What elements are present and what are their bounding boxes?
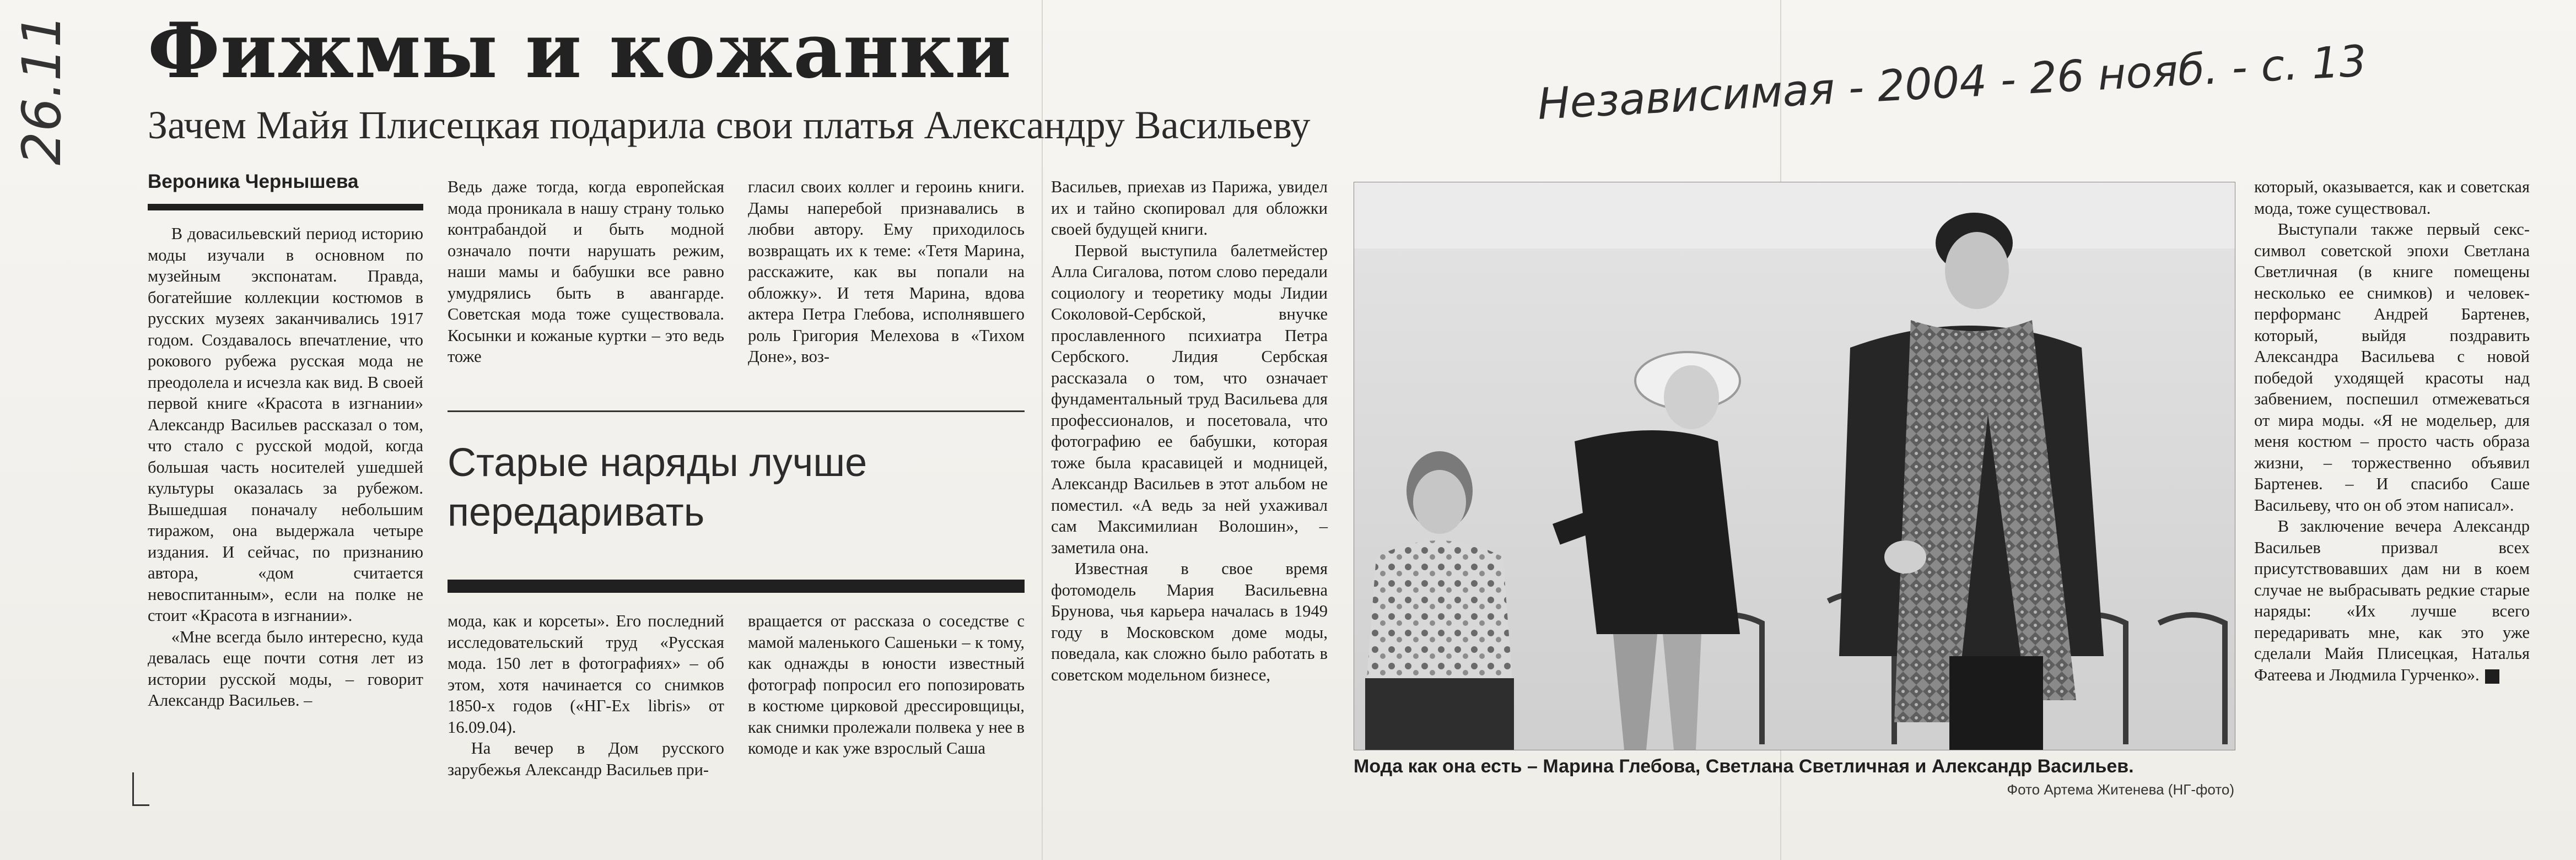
paragraph: На вечер в Дом русского зарубежья Александр Васильев при- [448,739,724,779]
paragraph: В довасильевский период историю моды изучали в основном по музейным экспонатам. Правда, богатейшие коллекции костюмов в русских музеях заканчивались 1917 годом. Создавалось впечатление, что рокового рубежа русская мода не преодолела и исчезла как вид. В своей первой книге «Красота в изгнании» Александр Васильев рассказал о том, что стало с русской модой, когда большая часть носителей ушедшей культуры оказалась за рубежом. Вышедшая поначалу небольшим тиражом, она выдержала четыре издания. И сейчас, по признанию автора, «дом считается невоспитанным», если на полке не стоит «Красота в изгнании». [148,224,423,625]
article-end-mark [2485,669,2499,684]
photo-credit: Фото Артема Житенева (НГ-фото) [2007,781,2234,798]
photo-illustration [1354,182,2235,750]
paragraph: Известная в свое время фотомодель Мария Васильевна Брунова, чья карьера началась в 1949 году в Московском доме моды, поведала, как сложно было работать в советском модельном бизнесе, [1051,559,1328,684]
paragraph: мода, как и корсеты». Его последний исследовательский труд «Русская мода. 150 лет в фотографиях» – об этом, хотя начинается со снимков 1850-х годов («НГ-Ex libris» от 16.09.04). [448,612,724,737]
column-1 [148,223,423,807]
column-6 [2254,176,2530,804]
paragraph: который, оказывается, как и советская мода, тоже существовал. [2254,177,2530,218]
event-photo [1354,182,2235,750]
byline: Вероника Чернышева [148,171,359,192]
column-3-top [748,176,1025,394]
article-headline: Фижмы и кожанки [148,6,1012,95]
paragraph [2254,516,2530,685]
column-4 [1051,176,1328,804]
column-end-bracket [132,772,149,806]
section-rule-top [448,410,1025,412]
paragraph: «Мне всегда было интересно, куда девалась еще почти сотня лет из истории русской моды, – говорит Александр Васильев. – [148,627,423,710]
paragraph: гласил своих коллег и героинь книги. Дамы наперебой признавались в любви автору. Ему приходилось возвращать их к теме: «Тетя Марина, расскажите, как вы попали на обложку». И тетя Марина, вдова актера Петра Глебова, исполнявшего роль Григория Мелехова в «Тихом Доне», воз- [748,177,1025,366]
paragraph: вращается от рассказа о соседстве с мамой маленького Сашеньки – к тому, как однажды в юности известный фотограф попросил его попозировать в костюме цирковой дрессировщицы, как снимки пролежали полвека у нее в комоде и как уже взрослый Саша [748,612,1025,758]
paragraph: Выступали также первый секс-символ советской эпохи Светлана Светличная (в книге помещены несколько ее снимков) и человек-перформанс Андрей Бартенев, который, выйдя поздравить Александра Васильева с новой победой уходящей красоты над забвением, поспешил отмежеваться от мира моды. «Я не модельер, для меня костюм – просто часть образа жизни, – торжественно объявил Бартенев. – И спасибо Саше Васильеву, что он об этом написал». [2254,220,2530,515]
section-rule-bottom [448,580,1025,593]
article-subheadline: Зачем Майя Плисецкая подарила свои платья Александру Васильеву [148,103,1311,147]
handwritten-source-note: Независимая - 2004 - 26 нояб. - с. 13 [1536,36,2368,129]
paragraph: Первой выступила балетмейстер Алла Сигалова, потом слово передали социологу и теоретику моды Лидии Соколовой-Сербской, внучке прославленного психиатра Петра Сербского. Лидия Сербская рассказала о том, что означает фундаментальный труд Васильева для профессионалов, и посетовала, что фотографию ее бабушки, которая тоже была красавицей и модницей, Александр Васильев в этот альбом не поместил. «А ведь за ней ухаживал сам Максимилиан Волошин», – заметила она. [1051,241,1328,557]
section-heading: Старые наряды лучше передаривать [448,441,867,534]
column-2-top [448,176,724,394]
byline-rule [148,204,423,210]
column-3-bottom [748,610,1025,809]
paragraph: Васильев, приехав из Парижа, увидел их и тайно скопировал для обложки своей будущей книги. [1051,177,1328,239]
paragraph: Ведь даже тогда, когда европейская мода проникала в нашу страну только контрабандой и быть модной означало почти нарушать режим, наши мамы и бабушки все равно умудрялись быть в авангарде. Советская мода тоже существовала. Косынки и кожаные куртки – это ведь тоже [448,177,724,366]
paragraph-text: В заключение вечера Александр Васильев призвал всех присутствовавших дам ни в коем случае не выбрасывать редкие старые наряды: «Их лучше всего передаривать мне, как это уже сделали Майя Плисецкая, Наталья Фатеева и Людмила Гурченко». [2254,517,2530,684]
margin-handwritten-date: 26.11 [11,14,73,165]
photo-caption: Мода как она есть – Марина Глебова, Светлана Светличная и Александр Васильев. [1354,756,2134,777]
column-2-bottom [448,610,724,809]
